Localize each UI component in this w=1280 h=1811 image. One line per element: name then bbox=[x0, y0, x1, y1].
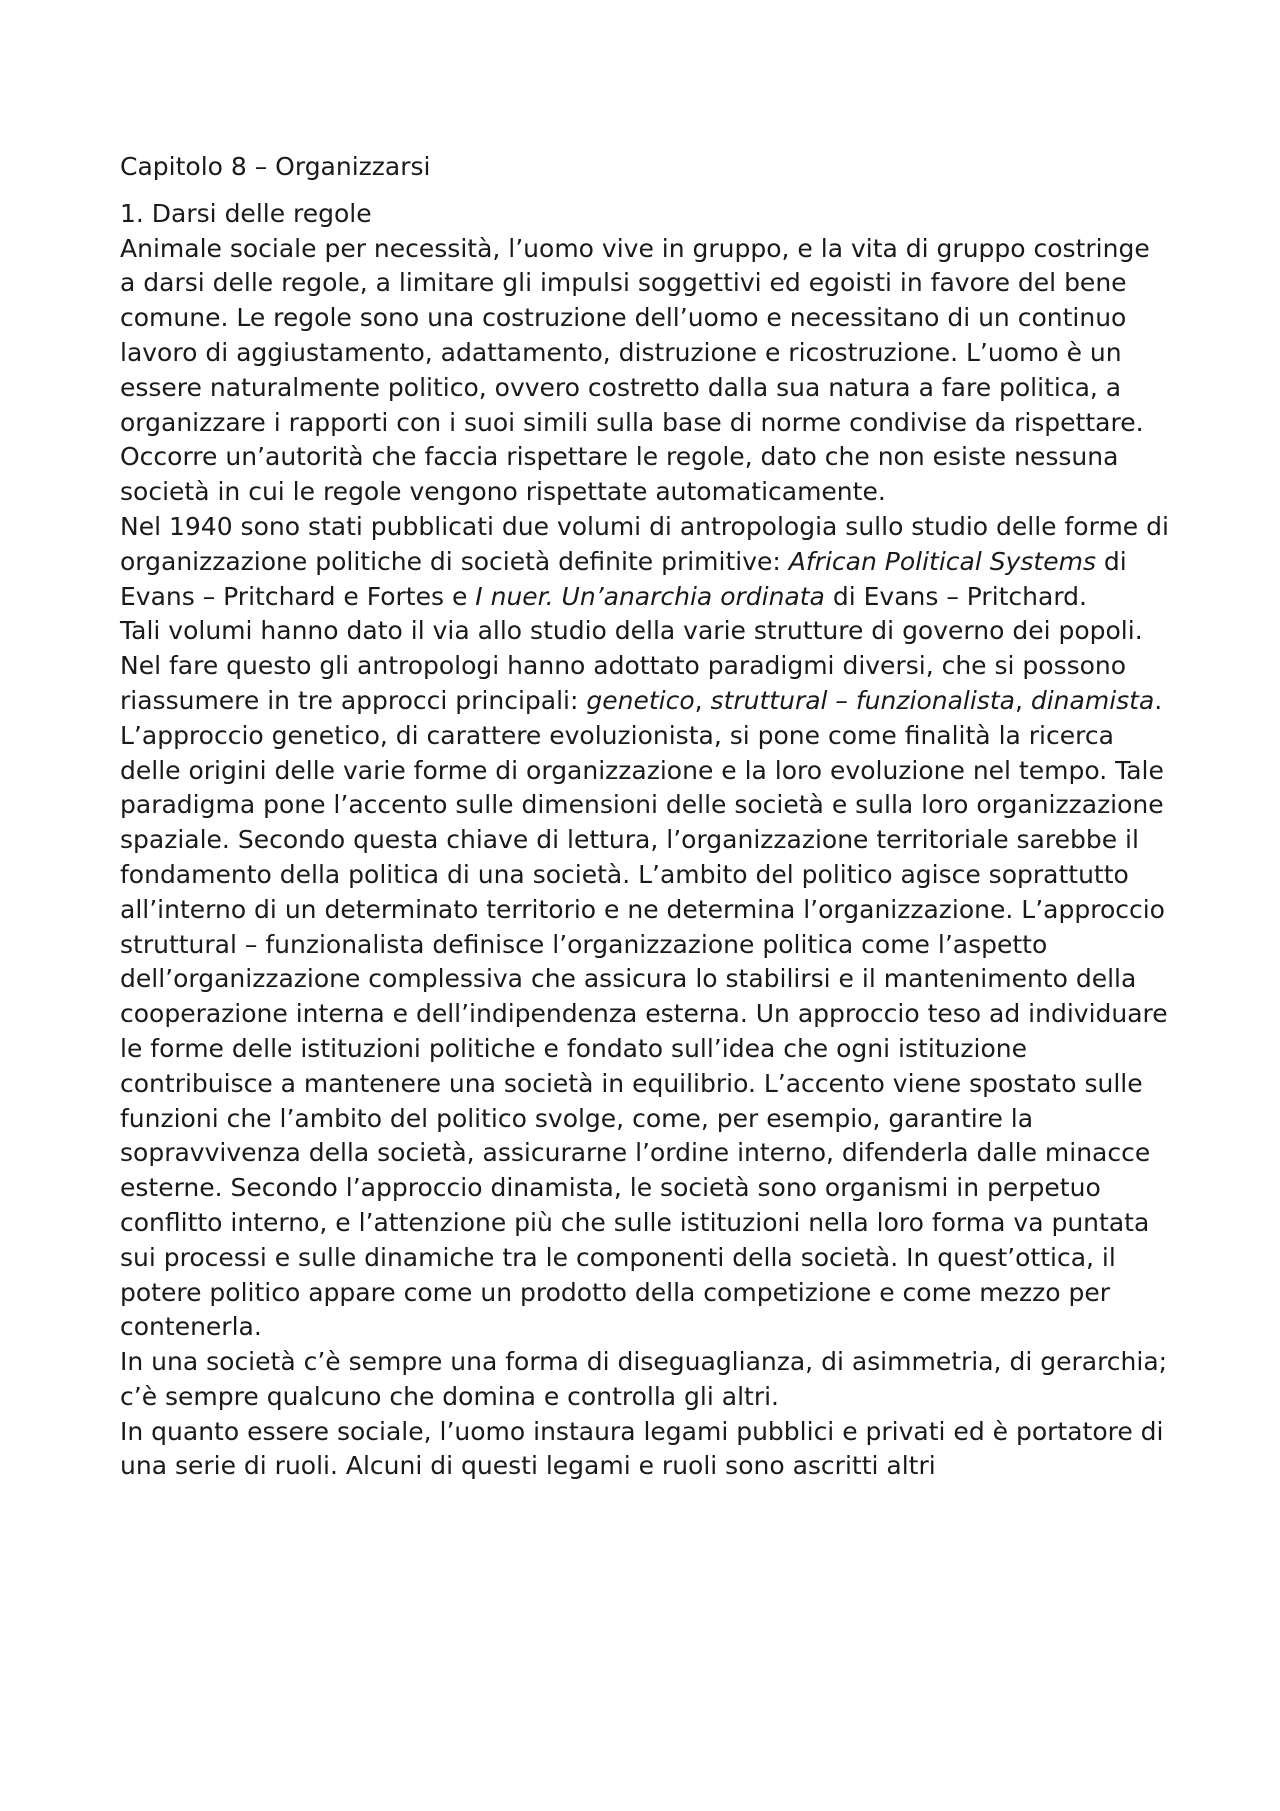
paragraph-4-sep-1: , bbox=[694, 685, 711, 715]
paragraph-1: Animale sociale per necessità, l’uomo vive in gruppo, e la vita di gruppo costringe a darsi delle regole, a limitare gli impulsi soggettivi ed egoisti in favore del bene comune. Le regole sono una costruzione dell’uomo e necessitano di un continuo lavoro di aggiustamento, adattamento, distruzione e ricostruzione. L’uomo è un essere naturalmente politico, ovvero costretto dalla sua natura a fare politica, a organizzare i rapporti con i suoi simili sulla base di norme condivise da rispettare. Occorre un’autorità che faccia rispettare le regole, dato che non esiste nessuna società in cui le regole vengono rispettate automaticamente. bbox=[120, 233, 1150, 507]
paragraph-5: L’approccio genetico, di carattere evoluzionista, si pone come finalità la ricerca delle origini delle varie forme di organizzazione e la loro evoluzione nel tempo. Tale paradigma pone l’accento sulle dimensioni delle società e sulla loro organizzazione spaziale. Secondo questa chiave di lettura, l’organizzazione territoriale sarebbe il fondamento della politica di una società. L’ambito del politico agisce soprattutto all’interno di un determinato territorio e ne determina l’organizzazione. L’approccio struttural – funzionalista definisce l’organizzazione politica come l’aspetto dell’organizzazione complessiva che assicura lo stabilirsi e il mantenimento della cooperazione interna e dell’indipendenza esterna. Un approccio teso ad individuare le forme delle istituzioni politiche e fondato sull’idea che ogni istituzione contribuisce a mantenere una società in equilibrio. L’accento viene spostato sulle funzioni che l’ambito del politico svolge, come, per esempio, garantire la sopravvivenza della società, assicurarne l’ordine interno, difenderla dalle minacce esterne. Secondo l’approccio dinamista, le società sono organismi in perpetuo conflitto interno, e l’attenzione più che sulle istituzioni nella loro forma va puntata sui processi e sulle dinamiche tra le componenti della società. In quest’ottica, il potere politico appare come un prodotto della competizione e come mezzo per contenerla. bbox=[120, 720, 1168, 1342]
term-dinamista: dinamista bbox=[1030, 685, 1155, 715]
paragraph-4 bbox=[120, 649, 1170, 719]
paragraph-7: In quanto essere sociale, l’uomo instaura legami pubblici e privati ed è portatore di una serie di ruoli. Alcuni di questi legami e ruoli sono ascritti altri bbox=[120, 1416, 1164, 1481]
paragraph-4-sep-2: , bbox=[1014, 685, 1031, 715]
paragraph-2-text-a: Nel 1940 sono stati pubblicati due volumi di antropologia sullo studio delle forme di organizzazione politiche di società definite primitive: bbox=[120, 511, 1169, 576]
book-title-i-nuer: I nuer. Un’anarchia ordinata bbox=[475, 581, 825, 611]
term-struttural-funzionalista: struttural – funzionalista bbox=[710, 685, 1015, 715]
paragraph-2-text-b: di Evans – Pritchard e Fortes e bbox=[120, 546, 1127, 611]
section-heading: 1. Darsi delle regole bbox=[120, 198, 372, 228]
document-page bbox=[120, 150, 1170, 1484]
book-title-african-political-systems: African Political Systems bbox=[788, 546, 1096, 576]
paragraph-2-text-c: di Evans – Pritchard. bbox=[824, 581, 1087, 611]
paragraph-3: Tali volumi hanno dato il via allo studio della varie strutture di governo dei popoli. bbox=[120, 616, 1143, 646]
paragraph-4-end: . bbox=[1154, 685, 1163, 715]
paragraph-4-text-a: Nel fare questo gli antropologi hanno adottato paradigmi diversi, che si possono riassumere in tre approcci principali: bbox=[120, 651, 1127, 715]
paragraph-6: In una società c’è sempre una forma di diseguaglianza, di asimmetria, di gerarchia; c’è sempre qualcuno che domina e controlla gli altri. bbox=[120, 1347, 1168, 1411]
term-genetico: genetico bbox=[586, 685, 695, 715]
paragraph-2 bbox=[120, 510, 1170, 614]
chapter-title: Capitolo 8 – Organizzarsi bbox=[120, 152, 431, 181]
